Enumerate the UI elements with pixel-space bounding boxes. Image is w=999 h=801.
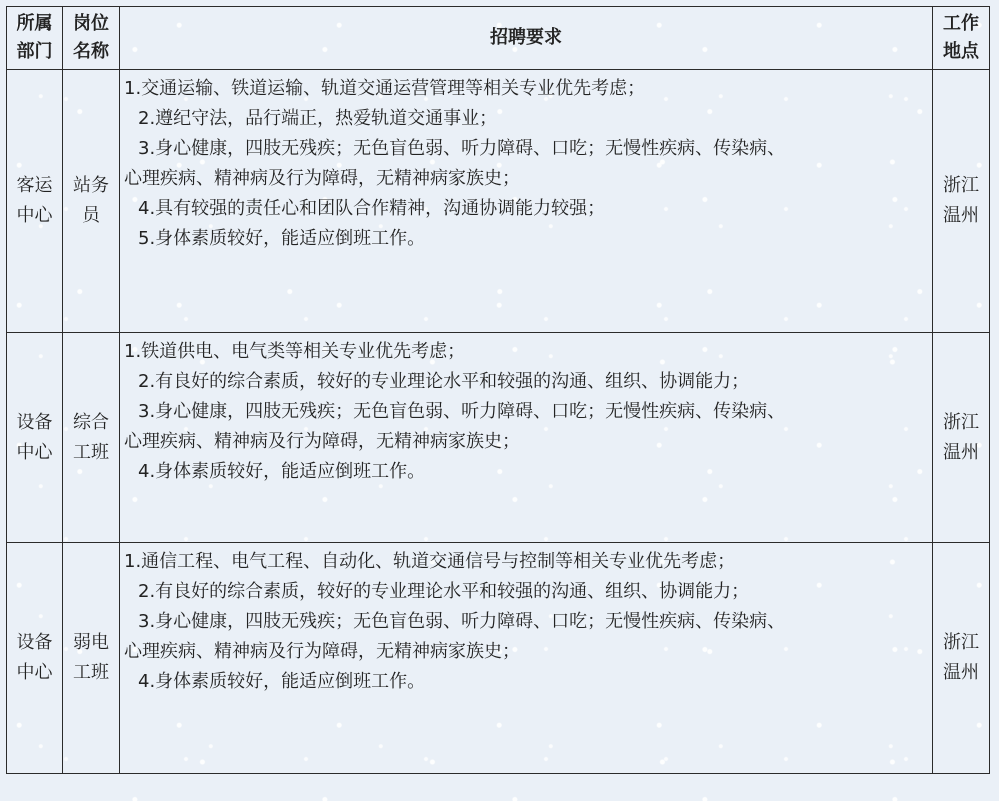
requirement-line: 2.有良好的综合素质，较好的专业理论水平和较强的沟通、组织、协调能力； (138, 581, 750, 602)
requirement-line: 3.身心健康，四肢无残疾；无色盲色弱、听力障碍、口吃；无慢性疾病、传染病、 (138, 401, 786, 422)
requirement-line: 2.有良好的综合素质，较好的专业理论水平和较强的沟通、组织、协调能力； (138, 371, 750, 392)
post-cell (63, 333, 120, 543)
location-line2: 温州 (943, 205, 979, 226)
requirement-line: 心理疾病、精神病及行为障碍，无精神病家族史； (124, 641, 520, 662)
requirement-line: 3.身心健康，四肢无残疾；无色盲色弱、听力障碍、口吃；无慢性疾病、传染病、 (138, 611, 786, 632)
dept-line1: 客运 (16, 175, 53, 196)
post-line2: 工班 (73, 441, 109, 463)
post-line2: 工班 (73, 662, 109, 683)
requirement-line: 3.身心健康，四肢无残疾；无色盲色弱、听力障碍、口吃；无慢性疾病、传染病、 (138, 138, 786, 159)
dept-line2: 中心 (16, 662, 53, 683)
header-dept-line2: 部门 (16, 41, 53, 62)
location-line1: 浙江 (943, 411, 979, 433)
post-cell (63, 543, 120, 774)
requirement-line: 1.交通运输、铁道运输、轨道交通运营管理等相关专业优先考虑； (124, 78, 646, 99)
requirement-line: 5.身体素质较好，能适应倒班工作。 (138, 228, 426, 249)
location-line1: 浙江 (943, 632, 979, 653)
dept-cell (7, 70, 63, 333)
requirement-line: 2.遵纪守法，品行端正，热爱轨道交通事业； (138, 108, 498, 129)
dept-cell (7, 543, 63, 774)
post-line1: 站务 (73, 175, 109, 196)
post-line1: 综合 (73, 411, 109, 433)
recruitment-table (6, 6, 990, 774)
requirements-cell (120, 333, 933, 543)
post-cell (63, 70, 120, 333)
requirements-cell (120, 543, 933, 774)
requirement-line: 心理疾病、精神病及行为障碍，无精神病家族史； (124, 431, 520, 452)
location-cell (933, 333, 990, 543)
post-line1: 弱电 (73, 632, 109, 653)
requirement-line: 4.身体素质较好，能适应倒班工作。 (138, 461, 426, 482)
dept-line2: 中心 (16, 205, 53, 226)
header-dept (7, 7, 63, 70)
post-line2: 员 (82, 205, 100, 226)
header-location (933, 7, 990, 70)
requirement-line: 1.通信工程、电气工程、自动化、轨道交通信号与控制等相关专业优先考虑； (124, 551, 736, 572)
header-post (63, 7, 120, 70)
requirement-line: 心理疾病、精神病及行为障碍，无精神病家族史； (124, 168, 520, 189)
header-dept-line1: 所属 (16, 13, 53, 34)
header-row (7, 7, 990, 70)
table-row (7, 70, 990, 333)
location-cell (933, 543, 990, 774)
requirements-cell (120, 70, 933, 333)
dept-cell (7, 333, 63, 543)
location-cell (933, 70, 990, 333)
dept-line1: 设备 (16, 411, 53, 433)
header-post-line2: 名称 (73, 41, 109, 62)
header-post-line1: 岗位 (73, 13, 109, 34)
header-requirements: 招聘要求 (120, 7, 933, 70)
dept-line2: 中心 (16, 441, 53, 463)
requirement-line: 4.具有较强的责任心和团队合作精神，沟通协调能力较强； (138, 198, 606, 219)
requirement-line: 4.身体素质较好，能适应倒班工作。 (138, 671, 426, 692)
dept-line1: 设备 (16, 632, 53, 653)
location-line2: 温州 (943, 441, 979, 463)
table-row (7, 333, 990, 543)
location-line2: 温州 (943, 662, 979, 683)
requirement-line: 1.铁道供电、电气类等相关专业优先考虑； (124, 341, 466, 362)
header-location-line2: 地点 (943, 41, 979, 62)
table-row (7, 543, 990, 774)
location-line1: 浙江 (943, 175, 979, 196)
header-location-line1: 工作 (943, 13, 979, 34)
